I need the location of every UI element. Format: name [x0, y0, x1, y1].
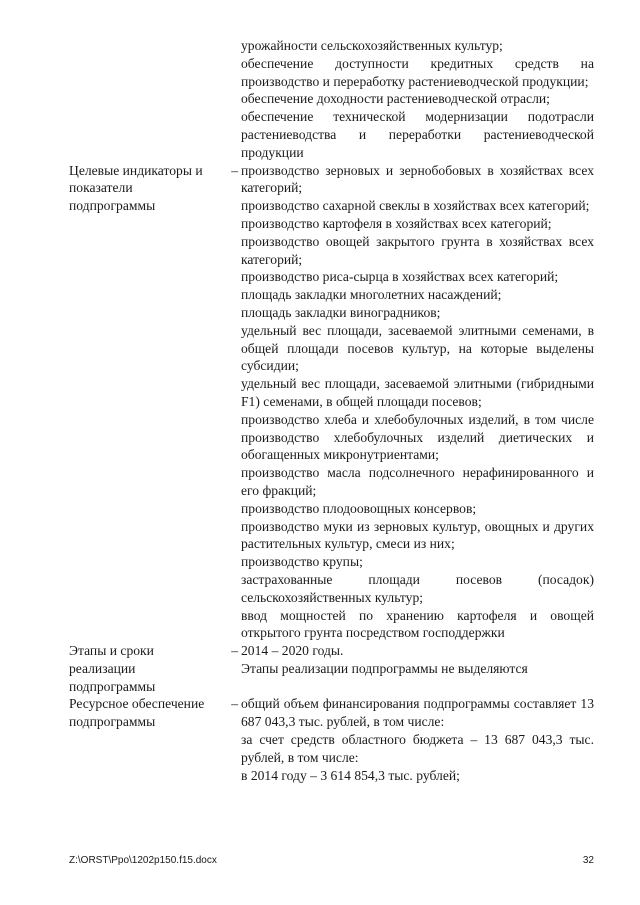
- paragraph: производство сахарной свеклы в хозяйствах всех категорий;: [241, 198, 590, 214]
- row-label-stages: Этапы и сроки реализации подпрограммы: [69, 643, 156, 694]
- paragraph: удельный вес площади, засеваемой элитными (гибридными F1) семенами, в общей площади посевов;: [241, 376, 594, 409]
- paragraph: производство плодоовощных консервов;: [241, 500, 477, 516]
- paragraph: общий объем финансирования подпрограммы составляет 13 687 043,3 тыс. рублей, в том числе:: [241, 696, 594, 730]
- paragraph: урожайности сельскохозяйственных культур;: [241, 38, 503, 53]
- passport-table: [69, 37, 594, 784]
- row-resources: [69, 695, 594, 784]
- paragraph: производство картофеля в хозяйствах всех категорий;: [241, 215, 552, 231]
- paragraph: производство муки из зерновых культур, овощных и других растительных культур, смеси из них;: [241, 518, 594, 552]
- paragraph: застрахованные площади посевов (посадок) сельскохозяйственных культур;: [241, 571, 594, 605]
- row-content: [241, 37, 594, 162]
- row-label-indicators: Целевые индикаторы и показатели подпрограммы: [69, 162, 203, 214]
- paragraph: площадь закладки многолетних насаждений;: [241, 287, 502, 303]
- paragraph: производство масла подсолнечного нерафинированного и его фракций;: [241, 465, 594, 498]
- footer-page-number: 32: [582, 855, 594, 866]
- footer-file-path: Z:\ORST\Ppo\1202p150.f15.docx: [69, 855, 217, 866]
- paragraph: за счет средств областного бюджета – 13 687 043,3 тыс. рублей, в том числе:: [241, 732, 594, 765]
- paragraph: производство крупы;: [241, 554, 363, 570]
- row-content-resources: [241, 695, 594, 784]
- row-content-stages: [241, 642, 594, 678]
- row-dash: –: [231, 696, 238, 712]
- row-dash: –: [231, 643, 238, 659]
- row-stages: [69, 642, 594, 695]
- paragraph: ввод мощностей по хранению картофеля и овощей открытого грунта посредством господдержки: [241, 607, 594, 641]
- paragraph: площадь закладки виноградников;: [241, 304, 441, 320]
- paragraph: обеспечение технической модернизации подотрасли растениеводства и переработки растениеводческой продукции: [241, 109, 594, 160]
- paragraph: производство хлеба и хлебобулочных изделий, в том числе производство хлебобулочных изделий диетических и обогащенных микронутриентами;: [241, 411, 594, 463]
- paragraph: производство зерновых и зернобобовых в хозяйствах всех категорий;: [241, 162, 594, 196]
- row-dash: –: [231, 162, 238, 178]
- paragraph: производство риса-сырца в хозяйствах всех категорий;: [241, 269, 559, 285]
- paragraph: 2014 – 2020 годы.: [241, 643, 344, 659]
- paragraph: удельный вес площади, засеваемой элитными семенами, в общей площади посевов культур, на которые выделены субсидии;: [241, 322, 594, 374]
- paragraph: в 2014 году – 3 614 854,3 тыс. рублей;: [241, 767, 460, 783]
- paragraph: обеспечение доступности кредитных средств на производство и переработку растениеводческой продукции;: [241, 55, 594, 89]
- row-content-indicators: [241, 162, 594, 643]
- paragraph: производство овощей закрытого грунта в хозяйствах всех категорий;: [241, 233, 594, 267]
- paragraph: обеспечение доходности растениеводческой отрасли;: [241, 91, 550, 107]
- row-indicators: [69, 162, 594, 643]
- row-tasks-continued: [69, 37, 594, 162]
- paragraph: Этапы реализации подпрограммы не выделяются: [241, 660, 528, 676]
- row-label-resources: Ресурсное обеспечение подпрограммы: [69, 696, 205, 730]
